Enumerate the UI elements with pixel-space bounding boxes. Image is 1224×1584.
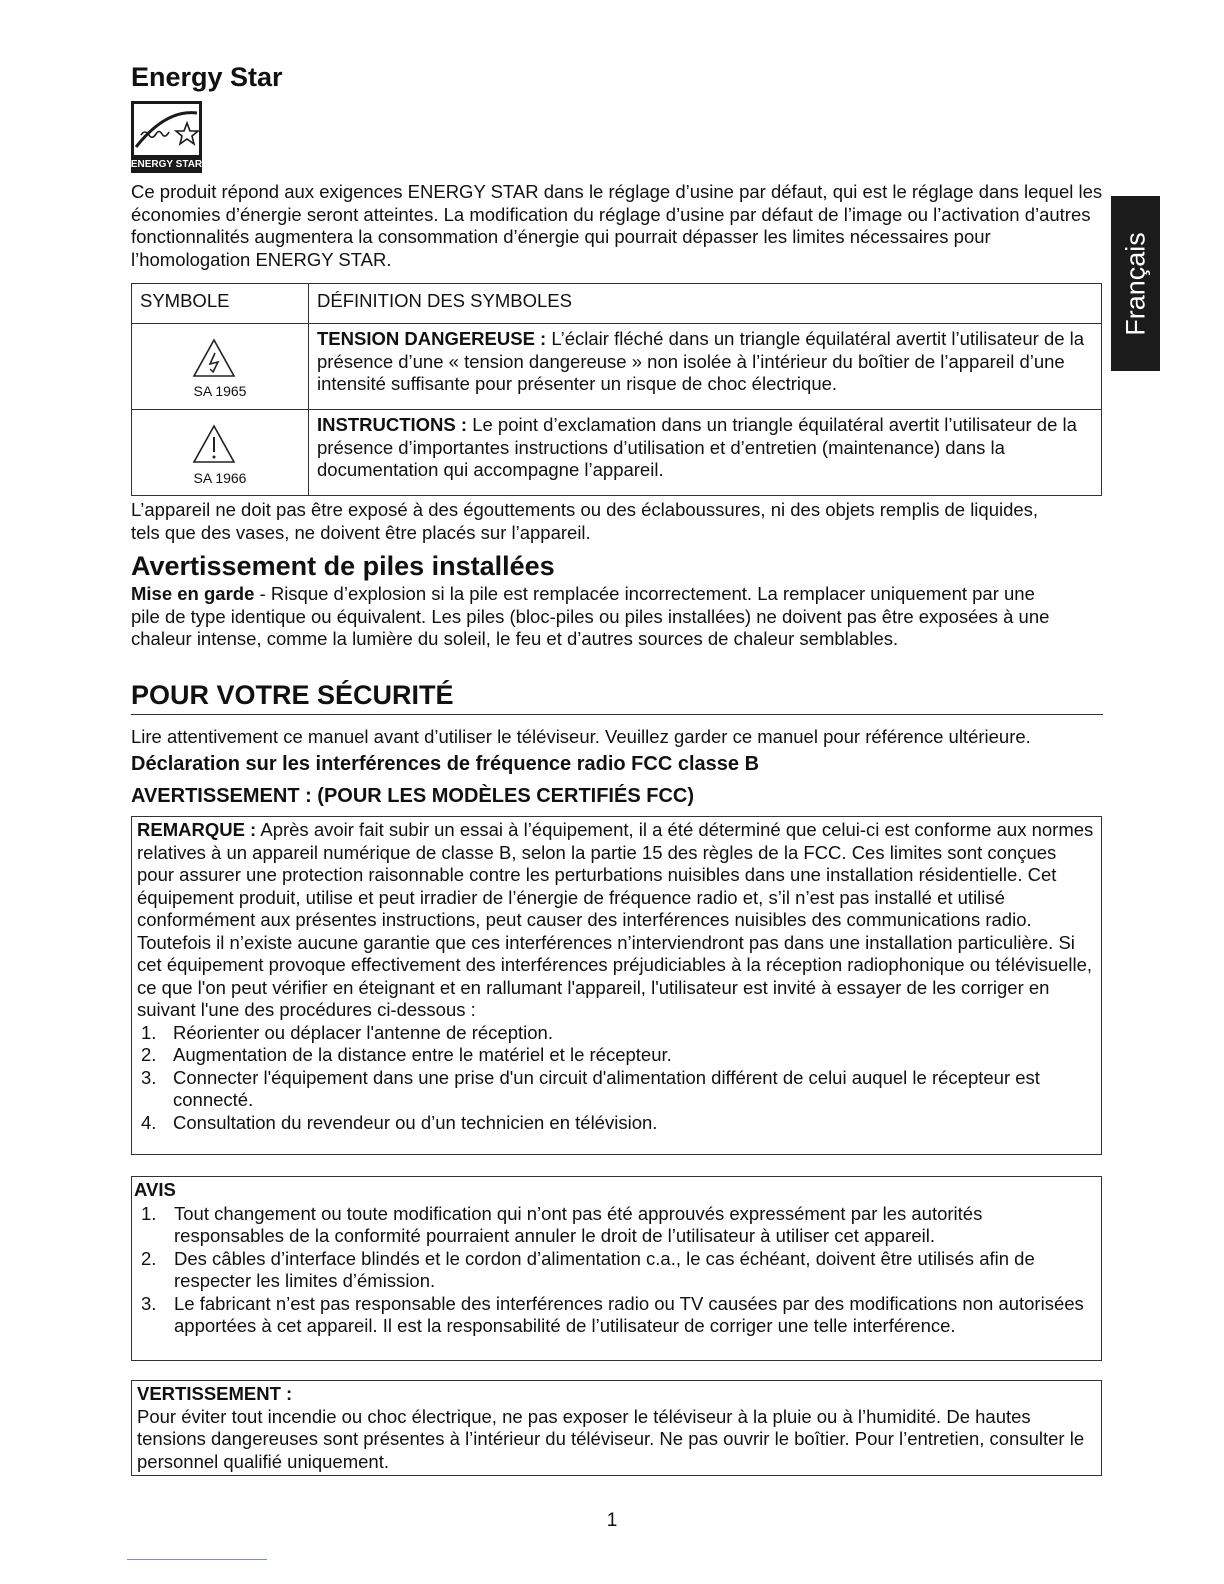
list-item: 1. Réorienter ou déplacer l'antenne de réception. bbox=[141, 1021, 553, 1043]
battery-paragraph bbox=[131, 583, 1066, 651]
svg-text:ENERGY STAR: ENERGY STAR bbox=[131, 159, 202, 170]
vertissement-text: Pour éviter tout incendie ou choc électrique, ne pas exposer le téléviseur à la pluie ou à l’humidité. De hautes tensions dangereuses sont présentes à l’intérieur du téléviseur. Ne pas ouvrir le boîtier. Pour l’entretien, consulter le personnel qualifié uniquement. bbox=[137, 1405, 1085, 1472]
fcc-warning-heading: AVERTISSEMENT : (POUR LES MODÈLES CERTIFIÉS FCC) bbox=[131, 785, 694, 807]
list-item: 2. Augmentation de la distance entre le matériel et le récepteur. bbox=[141, 1044, 672, 1065]
symbol-row bbox=[132, 410, 1102, 496]
symbol-col-header: SYMBOLE bbox=[132, 284, 309, 324]
remarque-text: Après avoir fait subir un essai à l’équipement, il a été déterminé que celui-ci est conforme aux normes relatives à un appareil numérique de classe B, selon la partie 15 des règles de la FCC. Ces limites sont conçues pour assurer une protection raisonnable contre les perturbations nuisibles dans une installation résidentielle. Cet équipement produit, utilise et peut irradier de l’énergie de fréquence radio et, s’il n’est pas installé et utilisé conformément aux présentes instructions, peut causer des interférences nuisibles des communications radio. Toutefois il n’existe aucune garantie que ces interférences n’interviendront pas dans une installation particulière. Si cet équipement provoque effectivement des interférences préjudiciables à la réception radiophonique ou télévisuelle, ce que l'on peut vérifier en éteignant et en rallumant l'appareil, l'utilisateur est invité à essayer de les corriger en suivant l'une des procédures ci-dessous : bbox=[137, 819, 1094, 1020]
battery-text: - Risque d’explosion si la pile est remplacée incorrectement. La remplacer uniquement par une pile de type identique ou équivalent. Les piles (bloc-piles ou piles installées) ne doivent pas être exposées à une chaleur intense, comme la lumière du soleil, le feu et d’autres sources de chaleur semblables. bbox=[131, 583, 1050, 649]
symbol-code: SA 1966 bbox=[193, 470, 247, 486]
energy-star-heading: Energy Star bbox=[131, 62, 283, 92]
safety-intro: Lire attentivement ce manuel avant d’utiliser le téléviseur. Veuillez garder ce manuel pour référence ultérieure. bbox=[131, 726, 1031, 747]
energy-star-icon bbox=[131, 101, 202, 173]
list-item: 4. Consultation du revendeur ou d’un technicien en télévision. bbox=[141, 1111, 658, 1133]
avis-box bbox=[131, 1176, 1102, 1361]
symbol-term: INSTRUCTIONS : bbox=[317, 414, 468, 435]
battery-heading: Avertissement de piles installées bbox=[131, 551, 555, 581]
remarque-box bbox=[131, 816, 1102, 1155]
list-item: 3. Le fabricant n’est pas responsable des interférences radio ou TV causées par des modifications non autorisées apportées à cet appareil. Il est la responsabilité de l’utilisateur de corriger une telle interférence. bbox=[141, 1292, 1084, 1336]
page-number: 1 bbox=[606, 1510, 618, 1531]
language-tab bbox=[1111, 196, 1160, 371]
symbol-table bbox=[131, 283, 1102, 496]
vertissement-box bbox=[131, 1380, 1102, 1476]
energy-star-logo bbox=[131, 101, 202, 173]
symbol-definition: Le point d’exclamation dans un triangle équilatéral avertit l’utilisateur de la présence d’importantes instructions d’utilisation et d’entretien (maintenance) dans la documentation qui accompagne l’appareil. bbox=[317, 414, 1077, 480]
battery-lead: Mise en garde bbox=[131, 583, 255, 604]
energy-paragraph: Ce produit répond aux exigences ENERGY STAR dans le réglage d’usine par défaut, qui est le réglage dans lequel les économies d’énergie seront atteintes. La modification du réglage d’usine par défaut de l’image ou l’activation d’autres fonctionnalités augmentera la consommation d’énergie qui pourrait dépasser les limites nécessaires pour l’homologation ENERGY STAR. bbox=[131, 181, 1103, 270]
list-item: 2. Des câbles d’interface blindés et le cordon d’alimentation c.a., le cas échéant, doivent être utilisés afin de respecter les limites d’émission. bbox=[141, 1247, 1035, 1291]
exclamation-warning-icon bbox=[192, 424, 236, 464]
language-tab-label: Français bbox=[1120, 231, 1150, 336]
symbol-definition: L’éclair fléché dans un triangle équilatéral avertit l’utilisateur de la présence d’une « tension dangereuse » non isolée à l’intérieur du boîtier de l’appareil d’une intensité suffisante pour présenter un risque de choc électrique. bbox=[317, 328, 1085, 394]
avis-heading: AVIS bbox=[134, 1179, 176, 1200]
symbol-term: TENSION DANGEREUSE : bbox=[317, 328, 547, 349]
list-item: 1. Tout changement ou toute modification qui n’ont pas été approuvés expressément par les autorités responsables de la conformité pourraient annuler le droit de l’utilisateur à utiliser cet appareil. bbox=[141, 1202, 983, 1246]
vertissement-heading: VERTISSEMENT : bbox=[137, 1383, 293, 1404]
remarque-list bbox=[137, 1022, 1097, 1135]
symbol-row bbox=[132, 324, 1102, 410]
lightning-warning-icon bbox=[192, 338, 236, 378]
fcc-declaration-heading: Déclaration sur les interférences de fréquence radio FCC classe B bbox=[131, 753, 760, 775]
footer-rule bbox=[127, 1559, 267, 1560]
symbol-code: SA 1965 bbox=[193, 383, 247, 399]
remarque-lead: REMARQUE : bbox=[137, 819, 257, 840]
definition-col-header: DÉFINITION DES SYMBOLES bbox=[309, 284, 1102, 324]
symbol-table-header bbox=[132, 284, 1102, 324]
avis-list bbox=[134, 1203, 1097, 1338]
list-item: 3. Connecter l'équipement dans une prise d'un circuit d'alimentation différent de celui auquel le récepteur est connecté. bbox=[141, 1066, 1040, 1110]
safety-divider bbox=[131, 714, 1103, 715]
drip-paragraph: L’appareil ne doit pas être exposé à des égouttements ou des éclaboussures, ni des objets remplis de liquides, tels que des vases, ne doivent être placés sur l’appareil. bbox=[131, 499, 1039, 543]
safety-heading: POUR VOTRE SÉCURITÉ bbox=[131, 680, 454, 710]
